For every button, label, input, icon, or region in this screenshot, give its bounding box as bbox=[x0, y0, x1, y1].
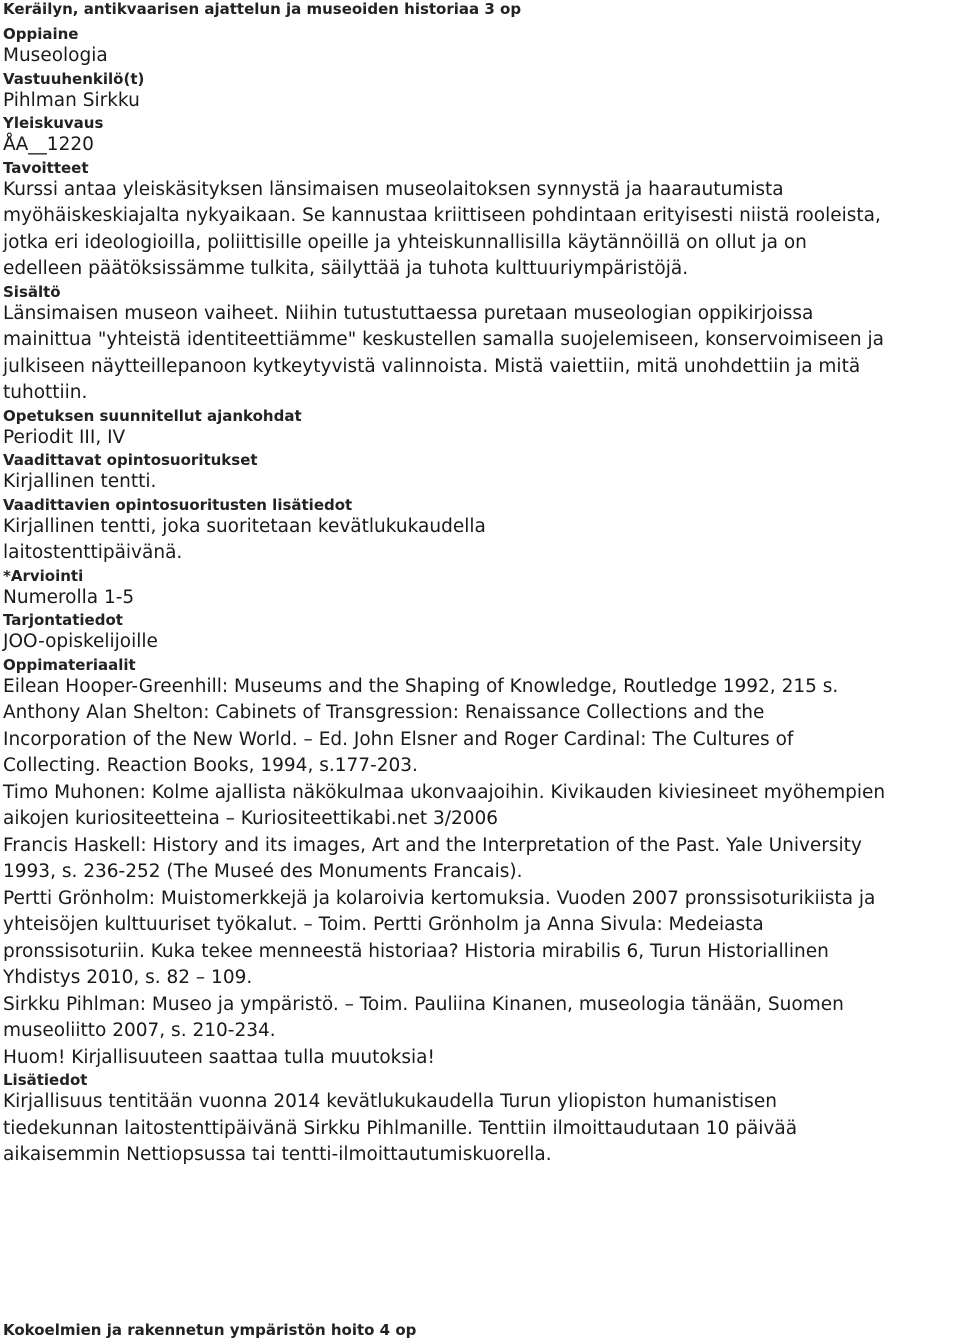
field-label-oppiaine: Oppiaine bbox=[3, 25, 79, 43]
field-value-oppiaine: Museologia bbox=[3, 45, 108, 66]
field-value-suoritukset: Kirjallinen tentti. bbox=[3, 471, 157, 492]
field-label-sisalto: Sisältö bbox=[3, 282, 61, 301]
material-line: museoliitto 2007, s. 210-234. bbox=[3, 1020, 276, 1041]
field-value-arviointi: Numerolla 1-5 bbox=[3, 586, 135, 608]
text-line: laitostenttipäivänä. bbox=[3, 542, 183, 563]
material-line: Timo Muhonen: Kolme ajallista näkökulmaa ukonvaajoihin. Kivikauden kiviesineet myöhempien bbox=[3, 781, 886, 803]
text-line: tuhottiin. bbox=[3, 382, 88, 403]
material-line: Sirkku Pihlman: Museo ja ympäristö. – Toim. Pauliina Kinanen, museologia tänään, Suomen bbox=[3, 993, 844, 1015]
text-line: julkiseen näytteillepanoon kytkeytyvistä valinnoista. Mistä vaiettiin, mitä unohdettiin ja mitä bbox=[3, 355, 861, 377]
material-line: Yhdistys 2010, s. 82 – 109. bbox=[3, 967, 253, 988]
text-line: Kirjallisuus tentitään vuonna 2014 kevätlukukaudella Turun yliopiston humanistisen bbox=[3, 1091, 777, 1112]
material-line: Huom! Kirjallisuuteen saattaa tulla muutoksia! bbox=[3, 1046, 435, 1068]
material-line: Anthony Alan Shelton: Cabinets of Transgression: Renaissance Collections and the bbox=[3, 702, 765, 723]
field-label-arviointi: *Arviointi bbox=[3, 566, 84, 585]
field-value-yleiskuvaus: ÅA__1220 bbox=[3, 134, 94, 155]
field-value-ajankohta: Periodit III, IV bbox=[3, 426, 126, 448]
text-line: aikaisemmin Nettiopsussa tai tentti-ilmoittautumiskuorella. bbox=[3, 1144, 552, 1165]
field-label-tavoitteet: Tavoitteet bbox=[3, 158, 89, 177]
material-line: Incorporation of the New World. – Ed. John Elsner and Roger Cardinal: The Cultures of bbox=[3, 728, 794, 750]
field-value-oppimateriaalit bbox=[3, 674, 960, 1072]
field-label-yleiskuvaus: Yleiskuvaus bbox=[3, 114, 104, 132]
text-line: Kirjallinen tentti, joka suoritetaan kevätlukukaudella bbox=[3, 515, 486, 537]
field-label-vastuuhenkilo: Vastuuhenkilö(t) bbox=[3, 69, 145, 88]
material-line: Collecting. Reaction Books, 1994, s.177-203. bbox=[3, 755, 418, 776]
field-value-sisalto bbox=[3, 301, 960, 407]
text-line: myöhäiskeskiajalta nykyaikaan. Se kannustaa kriittiseen pohdintaan erityisesti niistä rooleista, bbox=[3, 205, 881, 226]
field-label-oppimateriaalit: Oppimateriaalit bbox=[3, 655, 136, 674]
next-course-title: Kokoelmien ja rakennetun ympäristön hoito 4 op bbox=[3, 1321, 417, 1339]
field-value-lisatiedot-suoritus bbox=[3, 514, 960, 567]
field-label-tarjonta: Tarjontatiedot bbox=[3, 611, 123, 629]
field-label-ajankohta: Opetuksen suunnitellut ajankohdat bbox=[3, 406, 302, 425]
field-value-tarjonta: JOO-opiskelijoille bbox=[3, 631, 158, 652]
course-description bbox=[3, 0, 960, 1169]
text-line: edelleen päätöksissämme tulkita, säilyttää ja tuhota kulttuuriympäristöjä. bbox=[3, 258, 689, 279]
material-line: Francis Haskell: History and its images, Art and the Interpretation of the Past. Yale University bbox=[3, 834, 862, 856]
field-label-lisatiedot: Lisätiedot bbox=[3, 1071, 88, 1089]
course-title: Keräilyn, antikvaarisen ajattelun ja museoiden historiaa 3 op bbox=[3, 0, 522, 18]
field-value-vastuuhenkilo: Pihlman Sirkku bbox=[3, 89, 140, 111]
material-line: Pertti Grönholm: Muistomerkkejä ja kolaroivia kertomuksia. Vuoden 2007 pronssisoturikiista ja bbox=[3, 887, 876, 909]
text-line: tiedekunnan laitostenttipäivänä Sirkku Pihlmanille. Tenttiin ilmoittaudutaan 10 päivää bbox=[3, 1117, 798, 1139]
text-line: Länsimaisen museon vaiheet. Niihin tutustuttaessa puretaan museologian oppikirjoissa bbox=[3, 302, 814, 324]
material-line: Eilean Hooper-Greenhill: Museums and the Shaping of Knowledge, Routledge 1992, 215 s. bbox=[3, 675, 839, 697]
text-line: Kurssi antaa yleiskäsityksen länsimaisen museolaitoksen synnystä ja haarautumista bbox=[3, 178, 784, 200]
field-label-lisatiedot-suoritus: Vaadittavien opintosuoritusten lisätiedot bbox=[3, 495, 353, 514]
material-line: 1993, s. 236-252 (The Museé des Monuments Francais). bbox=[3, 861, 523, 882]
text-line: mainittua "yhteistä identiteettiämme" keskustellen samalla suojelemiseen, konservoimiseen ja bbox=[3, 329, 884, 350]
text-line: jotka eri ideologioilla, poliittisille opeille ja yhteiskunnallisilla käytännöillä on ollut ja on bbox=[3, 231, 807, 253]
material-line: aikojen kuriositeetteina – Kuriositeettikabi.net 3/2006 bbox=[3, 808, 499, 829]
material-line: pronssisoturiin. Kuka tekee menneestä historiaa? Historia mirabilis 6, Turun Historiallinen bbox=[3, 940, 829, 962]
field-value-tavoitteet bbox=[3, 177, 960, 283]
field-value-lisatiedot bbox=[3, 1089, 960, 1169]
field-label-suoritukset: Vaadittavat opintosuoritukset bbox=[3, 451, 258, 469]
material-line: yhteisöjen kulttuuriset työkalut. – Toim. Pertti Grönholm ja Anna Sivula: Medeiasta bbox=[3, 914, 764, 935]
